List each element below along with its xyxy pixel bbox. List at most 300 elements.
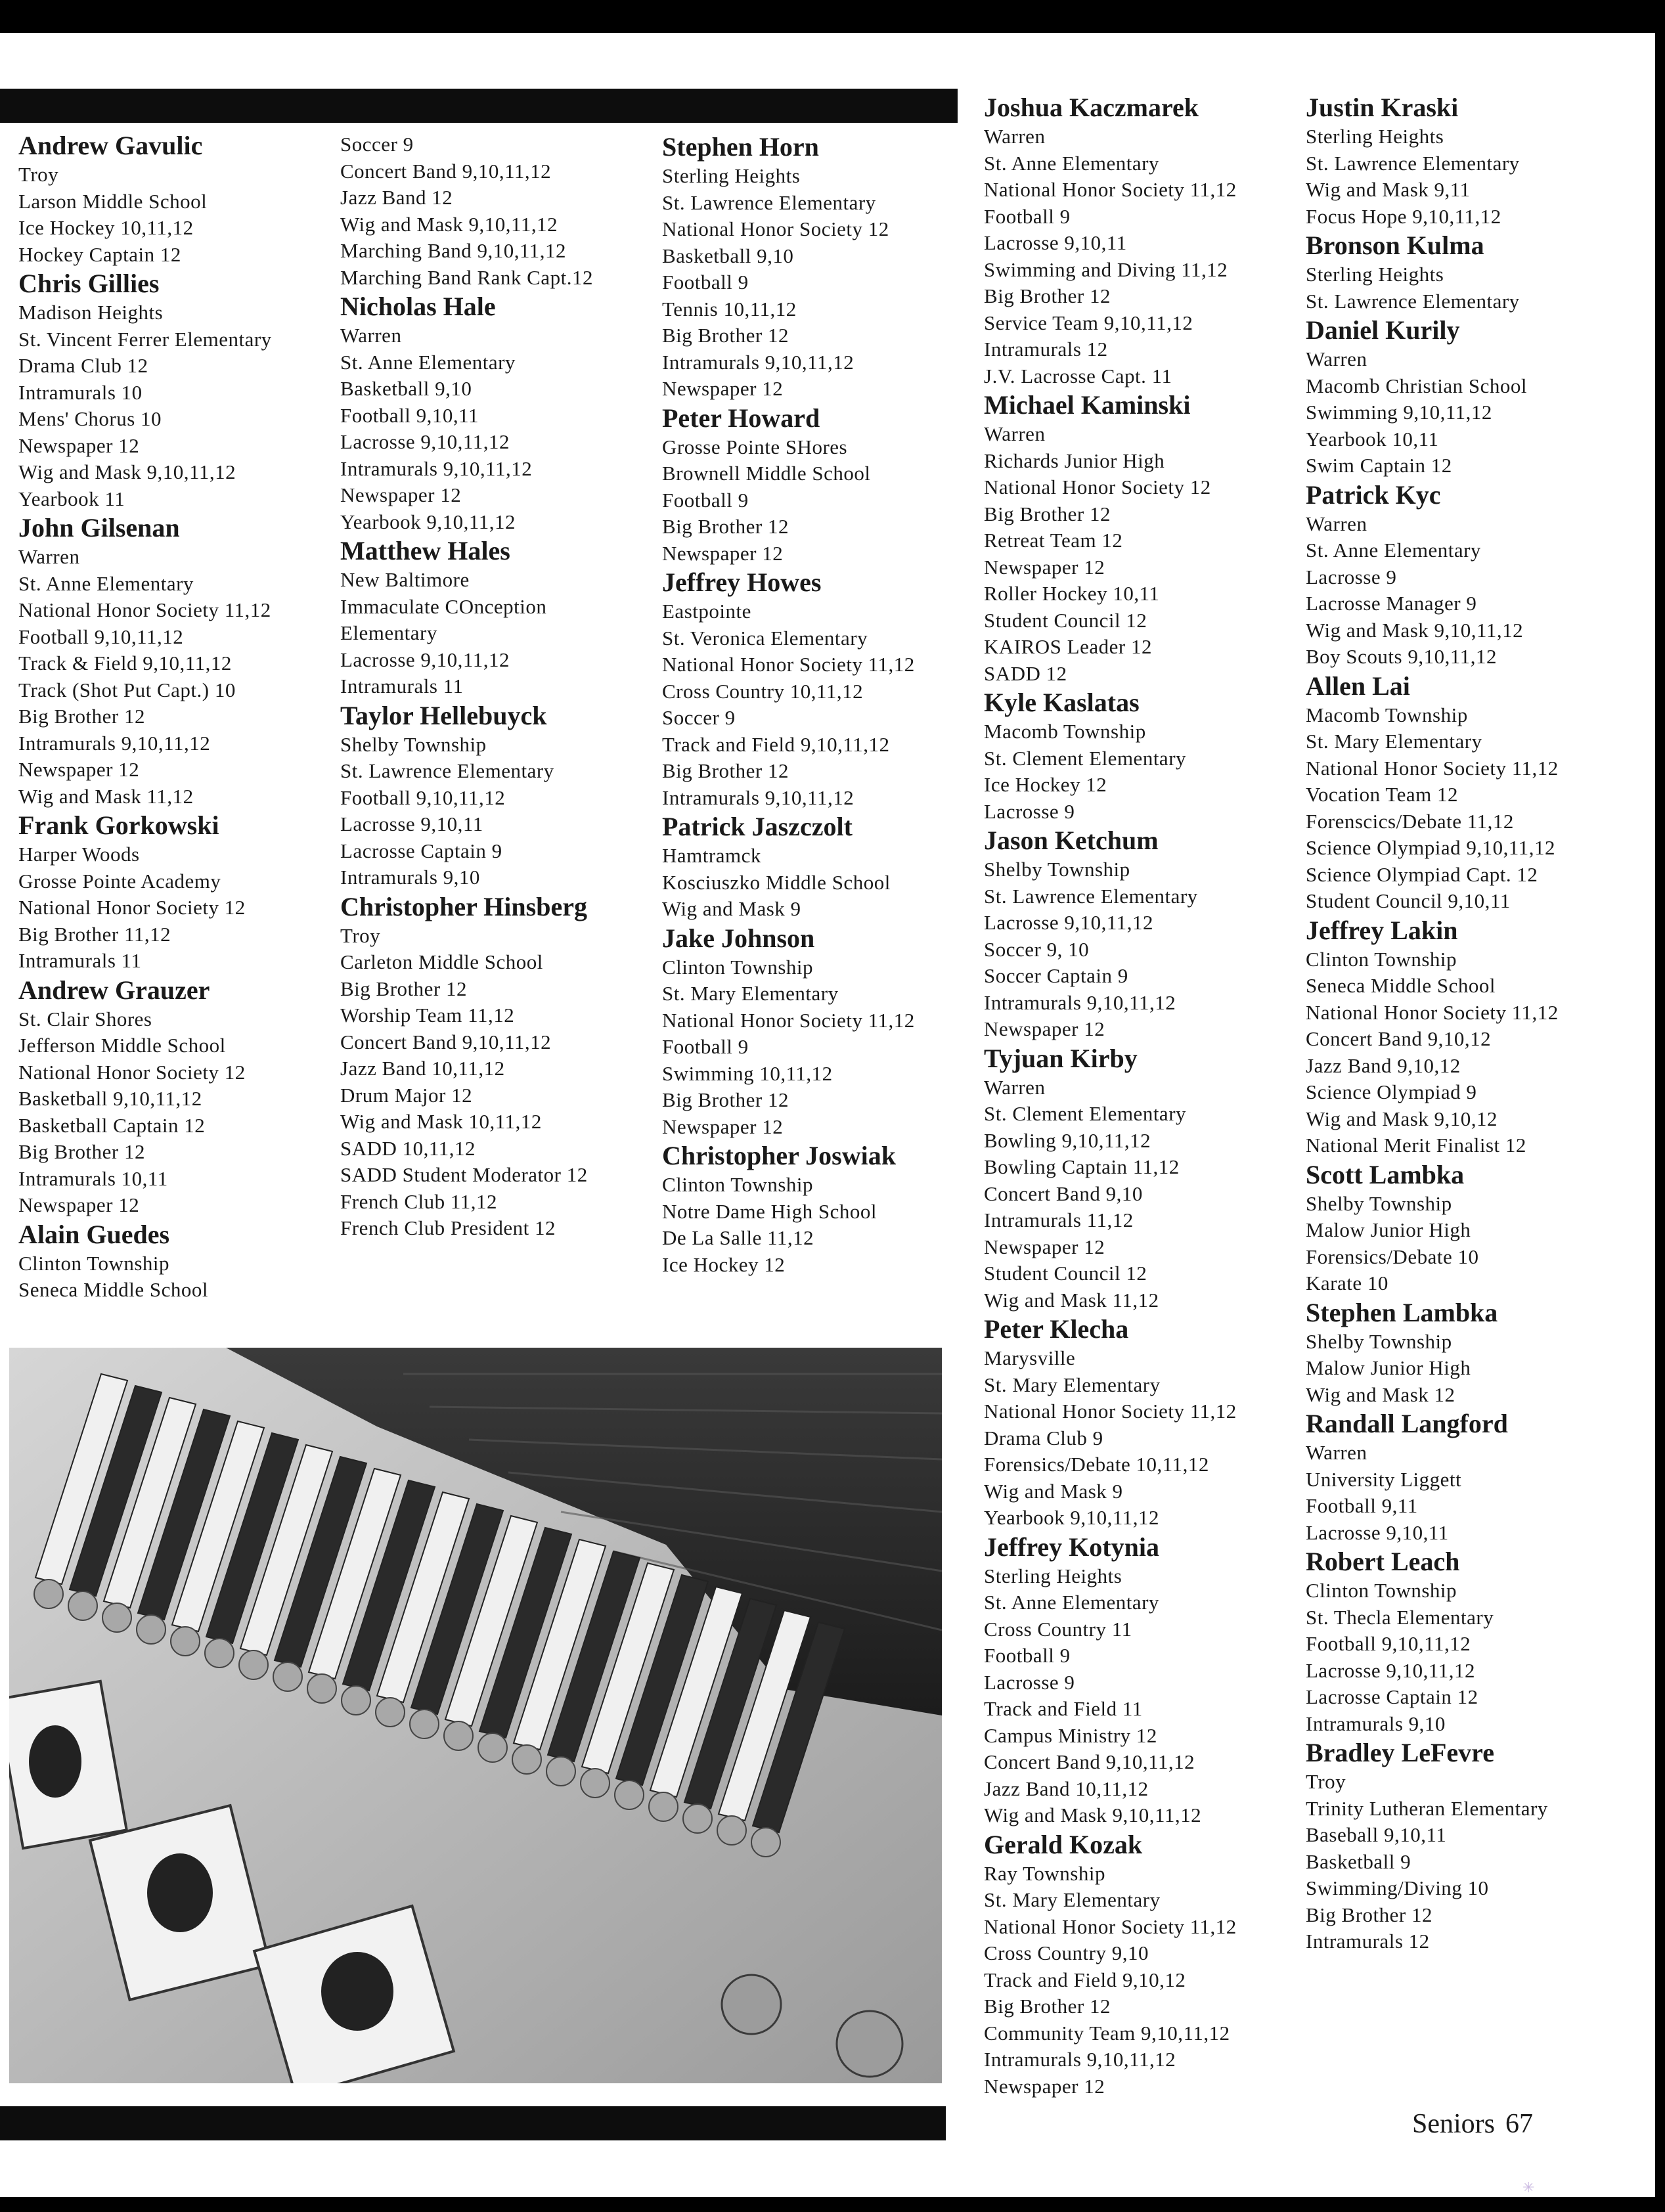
medal (581, 1769, 610, 1798)
senior-detail: Richards Junior High (984, 449, 1165, 472)
senior-detail: Drama Club 9 (984, 1426, 1103, 1449)
senior-hometown: Shelby Township (1306, 1191, 1452, 1215)
senior-hometown: Macomb Township (984, 720, 1146, 743)
senior-detail: Football 9 (984, 204, 1071, 228)
senior-entry (1306, 915, 1628, 1159)
senior-detail: Newspaper 12 (984, 2074, 1105, 2098)
senior-detail: Wig and Mask 9,10,12 (1306, 1107, 1498, 1130)
senior-detail: Elementary (340, 621, 437, 644)
senior-detail: Cross Country 11 (984, 1617, 1132, 1641)
senior-detail: Jazz Band 9,10,12 (1306, 1053, 1461, 1077)
senior-entry (340, 291, 649, 535)
senior-entry (1306, 1408, 1628, 1546)
senior-detail: Retreat Team 12 (984, 529, 1123, 552)
senior-detail: St. Lawrence Elementary (984, 884, 1198, 908)
senior-detail: Newspaper 12 (18, 758, 140, 781)
senior-detail: Forensics/Debate 10 (1306, 1245, 1479, 1268)
senior-detail: Intramurals 9,10,11,12 (18, 731, 211, 755)
senior-hometown: Clinton Township (662, 955, 814, 979)
senior-hometown: Clinton Township (18, 1251, 170, 1275)
senior-hometown: Troy (18, 163, 59, 186)
medal (171, 1627, 200, 1656)
senior-name: Andrew Grauzer (18, 975, 210, 1005)
senior-name: Jeffrey Kotynia (984, 1532, 1159, 1562)
senior-name: Jeffrey Howes (662, 567, 822, 597)
senior-detail: National Honor Society 12 (662, 217, 889, 240)
senior-detail: Newspaper 12 (662, 1115, 784, 1138)
senior-name: Christopher Hinsberg (340, 891, 587, 921)
senior-detail: SADD 10,11,12 (340, 1136, 476, 1160)
senior-entry (984, 92, 1299, 389)
senior-entry (984, 389, 1299, 687)
senior-detail: St. Anne Elementary (1306, 539, 1481, 562)
senior-detail: Newspaper 12 (984, 1235, 1105, 1258)
senior-detail: Student Council 12 (984, 1262, 1147, 1285)
senior-entry (984, 1043, 1299, 1314)
senior-detail: St. Lawrence Elementary (340, 759, 554, 782)
senior-detail: Swimming/Diving 10 (1306, 1876, 1489, 1899)
senior-detail: Campus Ministry 12 (984, 1723, 1157, 1747)
senior-entry (1306, 1159, 1628, 1297)
senior-hometown: Shelby Township (984, 858, 1130, 881)
senior-detail: St. Lawrence Elementary (1306, 151, 1520, 175)
senior-detail: Big Brother 12 (662, 759, 789, 782)
senior-detail: Newspaper 12 (662, 377, 784, 400)
senior-detail: Newspaper 12 (984, 1017, 1105, 1040)
senior-detail: Football 9,10,11,12 (1306, 1632, 1471, 1655)
senior-hometown: Warren (340, 324, 402, 347)
senior-hometown: Warren (1306, 347, 1367, 370)
senior-entry (1306, 479, 1628, 671)
senior-detail: Trinity Lutheran Elementary (1306, 1796, 1548, 1820)
senior-name: Jason Ketchum (984, 826, 1159, 855)
senior-name: Stephen Horn (662, 132, 819, 162)
senior-detail: Student Council 12 (984, 608, 1147, 632)
senior-detail: Basketball Captain 12 (18, 1113, 206, 1137)
senior-detail: Wig and Mask 12 (1306, 1382, 1455, 1406)
senior-detail: Cross Country 9,10 (984, 1941, 1149, 1964)
section-label: Seniors (1412, 2109, 1495, 2139)
senior-detail: St. Lawrence Elementary (662, 190, 876, 214)
senior-entry (18, 512, 327, 810)
medal (717, 1816, 746, 1845)
senior-name: Chris Gillies (18, 269, 160, 298)
senior-detail: National Honor Society 11,12 (984, 1914, 1237, 1938)
senior-detail: Concert Band 9,10,11,12 (340, 1030, 552, 1053)
senior-entry (18, 810, 327, 975)
senior-name: Justin Kraski (1306, 93, 1459, 122)
senior-name: Patrick Kyc (1306, 479, 1441, 510)
senior-detail: St. Lawrence Elementary (1306, 289, 1520, 313)
senior-detail: St. Clement Elementary (984, 1102, 1187, 1125)
senior-hometown: Marysville (984, 1346, 1076, 1369)
senior-detail: Jefferson Middle School (18, 1034, 226, 1057)
senior-detail: Wig and Mask 11,12 (984, 1288, 1159, 1312)
senior-detail: Seneca Middle School (1306, 974, 1496, 997)
senior-detail: Big Brother 12 (340, 977, 467, 1000)
senior-detail: Basketball 9 (1306, 1849, 1411, 1873)
senior-detail: Grosse Pointe Academy (18, 869, 221, 893)
senior-detail: Football 9 (662, 488, 749, 512)
senior-detail: Intramurals 9,10 (1306, 1712, 1446, 1735)
senior-detail: Hockey Captain 12 (18, 242, 181, 266)
senior-detail: St. Mary Elementary (984, 1373, 1161, 1396)
senior-name: Patrick Jaszczolt (662, 812, 853, 841)
senior-detail: Yearbook 9,10,11,12 (984, 1506, 1159, 1529)
senior-detail: Ice Hockey 12 (984, 773, 1107, 796)
medal (205, 1639, 234, 1668)
senior-detail: KAIROS Leader 12 (984, 635, 1152, 658)
senior-detail: Intramurals 9,10,11,12 (984, 2048, 1176, 2071)
senior-detail: National Honor Society 11,12 (984, 1400, 1237, 1423)
senior-detail: Forensics/Debate 10,11,12 (984, 1453, 1209, 1476)
medal (751, 1828, 780, 1857)
senior-detail: Newspaper 12 (662, 541, 784, 565)
senior-hometown: Macomb Township (1306, 703, 1468, 726)
medal (34, 1580, 63, 1608)
senior-detail: Football 9 (662, 271, 749, 294)
senior-detail: Boy Scouts 9,10,11,12 (1306, 645, 1497, 668)
senior-hometown: Sterling Heights (1306, 263, 1444, 286)
senior-detail: Newspaper 12 (340, 483, 462, 506)
senior-entry (662, 567, 971, 811)
senior-detail: St. Anne Elementary (340, 350, 516, 374)
senior-name: Daniel Kurily (1306, 315, 1460, 345)
senior-detail: Intramurals 9,10,11,12 (984, 990, 1176, 1014)
senior-detail: St. Mary Elementary (662, 982, 839, 1005)
senior-name: Peter Klecha (984, 1314, 1129, 1344)
senior-entry (1306, 230, 1628, 315)
senior-detail: Swim Captain 12 (1306, 454, 1452, 477)
senior-detail: University Liggett (1306, 1467, 1462, 1491)
senior-detail: Track (Shot Put Capt.) 10 (18, 678, 236, 701)
senior-detail: Football 9,11 (1306, 1494, 1418, 1517)
senior-entry (984, 825, 1299, 1043)
senior-detail: Soccer Captain 9 (984, 964, 1128, 987)
senior-detail: Intramurals 9,10,11,12 (340, 456, 533, 480)
senior-detail: Intramurals 9,10 (340, 866, 480, 889)
medal (137, 1615, 166, 1644)
senior-detail: Lacrosse 9,10,11 (1306, 1520, 1449, 1544)
senior-detail: Concert Band 9,10,11,12 (340, 159, 552, 183)
senior-detail: Bowling 9,10,11,12 (984, 1128, 1151, 1152)
senior-column-1 (18, 130, 327, 1304)
senior-detail: St. Anne Elementary (984, 151, 1159, 175)
footer-rule (0, 2106, 946, 2140)
senior-detail: Bowling Captain 11,12 (984, 1155, 1180, 1178)
senior-entry (662, 403, 971, 567)
senior-detail: Big Brother 12 (18, 1140, 145, 1163)
medals-and-plaques-photo (9, 1348, 942, 2083)
senior-column-5 (1306, 92, 1628, 1955)
senior-name: Christopher Joswiak (662, 1141, 896, 1170)
senior-entry (1306, 1297, 1628, 1409)
scan-bottom-border (0, 2197, 1665, 2212)
senior-detail: Wig and Mask 9,10,11,12 (984, 1803, 1202, 1826)
senior-name: Jake Johnson (662, 923, 815, 953)
medal (615, 1781, 644, 1809)
senior-hometown: Sterling Heights (984, 1564, 1122, 1587)
senior-detail: Ice Hockey 10,11,12 (18, 216, 194, 239)
senior-entry (984, 1314, 1299, 1532)
senior-name: Michael Kaminski (984, 390, 1191, 420)
medal (239, 1650, 268, 1679)
senior-detail: Notre Dame High School (662, 1199, 877, 1223)
senior-hometown: Warren (1306, 512, 1367, 535)
senior-detail: Football 9,10,11,12 (340, 785, 506, 809)
senior-detail: Big Brother 12 (1306, 1903, 1432, 1926)
senior-detail: National Honor Society 12 (984, 476, 1211, 498)
senior-detail: French Club President 12 (340, 1216, 556, 1239)
senior-detail: Immaculate COnception (340, 594, 547, 618)
senior-hometown: Warren (18, 545, 80, 568)
photo-illustration (9, 1348, 942, 2083)
senior-detail: Concert Band 9,10,12 (1306, 1027, 1492, 1050)
senior-name: Tyjuan Kirby (984, 1043, 1138, 1073)
senior-detail: Jazz Band 10,11,12 (984, 1777, 1149, 1800)
scan-top-border (0, 0, 1665, 33)
senior-detail: Swimming 9,10,11,12 (1306, 401, 1492, 424)
senior-name: Robert Leach (1306, 1547, 1460, 1576)
senior-detail: Lacrosse Manager 9 (1306, 592, 1477, 615)
senior-entry (984, 687, 1299, 825)
senior-entry (1306, 1737, 1628, 1955)
senior-detail: Intramurals 9,10,11,12 (662, 785, 855, 809)
senior-hometown: Hamtramck (662, 844, 761, 867)
senior-detail: SADD 12 (984, 661, 1067, 685)
medal (512, 1745, 541, 1774)
senior-hometown: Troy (1306, 1770, 1346, 1793)
senior-detail: Malow Junior High (1306, 1218, 1471, 1241)
senior-detail: Yearbook 11 (18, 487, 125, 510)
senior-detail: Larson Middle School (18, 189, 208, 213)
senior-detail: Drama Club 12 (18, 354, 148, 377)
senior-detail: Lacrosse 9,10,11,12 (340, 430, 510, 453)
senior-detail: Lacrosse Captain 12 (1306, 1685, 1478, 1708)
senior-detail: National Honor Society 11,12 (662, 653, 915, 676)
senior-detail: St. Anne Elementary (984, 1591, 1159, 1614)
senior-entry (18, 975, 327, 1219)
senior-detail: Ice Hockey 12 (662, 1252, 786, 1276)
medal (273, 1662, 302, 1691)
senior-detail: Wig and Mask 9 (662, 897, 801, 920)
senior-name: Stephen Lambka (1306, 1297, 1498, 1327)
senior-detail: Tennis 10,11,12 (662, 297, 797, 321)
senior-detail: Jazz Band 12 (340, 186, 453, 209)
medal (478, 1733, 507, 1762)
senior-hometown: Ray Township (984, 1861, 1105, 1885)
senior-detail: Service Team 9,10,11,12 (984, 311, 1193, 334)
senior-detail: St. Mary Elementary (1306, 730, 1482, 753)
senior-detail: J.V. Lacrosse Capt. 11 (984, 364, 1172, 387)
senior-name: Frank Gorkowski (18, 810, 219, 840)
senior-detail: Intramurals 11 (18, 949, 142, 972)
senior-detail: Science Olympiad Capt. 12 (1306, 862, 1538, 886)
senior-detail: Intramurals 10,11 (18, 1166, 168, 1190)
senior-detail: Worship Team 11,12 (340, 1004, 515, 1027)
senior-entry (340, 535, 649, 700)
medal (342, 1686, 370, 1715)
senior-detail: Brownell Middle School (662, 462, 871, 485)
senior-hometown: Grosse Pointe SHores (662, 435, 848, 458)
senior-detail: Football 9 (662, 1035, 749, 1058)
senior-entry (340, 700, 649, 891)
senior-detail: Track and Field 11 (984, 1697, 1143, 1720)
senior-name: John Gilsenan (18, 513, 180, 542)
senior-detail: National Merit Finalist 12 (1306, 1134, 1526, 1157)
senior-detail: Wig and Mask 9,10,11,12 (1306, 618, 1524, 642)
senior-detail: Track & Field 9,10,11,12 (18, 652, 232, 675)
senior-name: Gerald Kozak (984, 1829, 1143, 1859)
senior-detail: Lacrosse Captain 9 (340, 839, 502, 862)
senior-detail: St. Anne Elementary (18, 571, 194, 595)
senior-hometown: Sterling Heights (662, 164, 801, 187)
senior-detail: Science Olympiad 9 (1306, 1080, 1477, 1103)
senior-detail: St. Mary Elementary (984, 1888, 1161, 1911)
senior-name: Allen Lai (1306, 671, 1410, 701)
senior-entry (1306, 315, 1628, 479)
senior-detail: National Honor Society 11,12 (1306, 756, 1559, 780)
senior-hometown: New Baltimore (340, 568, 470, 591)
senior-detail: Lacrosse 9,10,11,12 (340, 648, 510, 671)
senior-detail: Jazz Band 10,11,12 (340, 1057, 505, 1080)
medal (649, 1792, 678, 1821)
senior-detail: Big Brother 12 (662, 515, 789, 538)
senior-detail: Marching Band 9,10,11,12 (340, 239, 567, 262)
senior-name: Jeffrey Lakin (1306, 915, 1458, 945)
senior-detail: Science Olympiad 9,10,11,12 (1306, 836, 1555, 859)
senior-name: Bronson Kulma (1306, 231, 1484, 260)
senior-name: Joshua Kaczmarek (984, 93, 1199, 122)
senior-hometown: Warren (984, 1075, 1046, 1099)
senior-detail: Vocation Team 12 (1306, 783, 1458, 806)
senior-detail: Basketball 9,10 (662, 244, 794, 267)
senior-detail: National Honor Society 11,12 (662, 1008, 915, 1032)
senior-name: Bradley LeFevre (1306, 1738, 1494, 1767)
senior-detail: Big Brother 12 (984, 502, 1111, 525)
senior-entry (1306, 1546, 1628, 1737)
senior-name: Scott Lambka (1306, 1159, 1465, 1189)
senior-detail: Lacrosse 9,10,11,12 (1306, 1658, 1476, 1682)
senior-column-3 (662, 131, 971, 1278)
senior-detail: Big Brother 12 (984, 1995, 1111, 2018)
medal (683, 1804, 712, 1833)
senior-detail: Lacrosse 9,10,11 (340, 812, 483, 835)
senior-detail: Big Brother 11,12 (18, 922, 171, 946)
senior-detail: Football 9,10,11 (340, 403, 479, 427)
senior-name: Nicholas Hale (340, 292, 496, 321)
senior-detail: St. Vincent Ferrer Elementary (18, 327, 272, 351)
senior-detail: Lacrosse 9 (984, 1670, 1075, 1694)
senior-detail: Intramurals 12 (984, 338, 1108, 361)
senior-hometown: Warren (984, 125, 1046, 148)
senior-name: Andrew Gavulic (18, 131, 203, 160)
senior-name: Kyle Kaslatas (984, 688, 1140, 717)
senior-hometown: Warren (1306, 1441, 1367, 1464)
senior-entry (984, 1532, 1299, 1829)
senior-detail: Marching Band Rank Capt.12 (340, 265, 593, 289)
senior-detail: St. Thecla Elementary (1306, 1605, 1494, 1629)
senior-hometown: Clinton Township (662, 1173, 814, 1196)
senior-detail: Soccer 9 (340, 133, 414, 156)
senior-hometown: Harper Woods (18, 843, 140, 866)
senior-column-4 (984, 92, 1299, 2100)
senior-detail: Community Team 9,10,11,12 (984, 2021, 1230, 2045)
senior-hometown: Troy (340, 923, 381, 947)
page-footer (1412, 2108, 1543, 2140)
senior-detail: Basketball 9,10 (340, 377, 472, 400)
senior-detail: National Honor Society 12 (18, 1060, 246, 1084)
senior-detail: Concert Band 9,10 (984, 1182, 1143, 1205)
senior-hometown: Clinton Township (1306, 947, 1457, 971)
senior-detail: Track and Field 9,10,11,12 (662, 732, 890, 756)
senior-detail: Seneca Middle School (18, 1278, 208, 1301)
senior-detail: Lacrosse 9 (1306, 565, 1397, 588)
senior-detail: Student Council 9,10,11 (1306, 889, 1511, 912)
scan-right-border (1655, 0, 1665, 2212)
senior-detail: Wig and Mask 10,11,12 (340, 1110, 542, 1133)
medal (376, 1698, 405, 1727)
senior-hometown: Warren (984, 422, 1046, 445)
senior-detail: Big Brother 12 (18, 705, 145, 728)
senior-name: Matthew Hales (340, 536, 510, 565)
senior-entry (1306, 92, 1628, 230)
senior-entry (18, 130, 327, 268)
senior-entry (662, 923, 971, 1141)
page-number: 67 (1505, 2109, 1533, 2139)
senior-detail: Roller Hockey 10,11 (984, 582, 1160, 605)
senior-detail: Swimming and Diving 11,12 (984, 257, 1228, 281)
senior-detail: Newspaper 12 (18, 433, 140, 457)
senior-hometown: Eastpointe (662, 600, 751, 623)
senior-detail: Yearbook 10,11 (1306, 427, 1439, 451)
senior-entry (984, 1829, 1299, 2100)
senior-detail: Malow Junior High (1306, 1356, 1471, 1379)
senior-detail: Big Brother 12 (984, 284, 1111, 307)
senior-detail: Yearbook 9,10,11,12 (340, 510, 516, 533)
senior-detail: National Honor Society 12 (18, 896, 246, 919)
senior-entry (18, 1219, 327, 1304)
senior-hometown: Clinton Township (1306, 1579, 1457, 1602)
senior-detail: Football 9,10,11,12 (18, 625, 184, 648)
senior-detail: Big Brother 12 (662, 1088, 789, 1111)
senior-detail: SADD Student Moderator 12 (340, 1163, 588, 1186)
medal (546, 1757, 575, 1786)
senior-name: Alain Guedes (18, 1219, 170, 1249)
senior-detail: Wig and Mask 9,11 (1306, 178, 1471, 201)
senior-detail: Big Brother 12 (662, 324, 789, 347)
senior-detail: St. Veronica Elementary (662, 626, 868, 650)
senior-detail: Newspaper 12 (984, 555, 1105, 579)
senior-entry (662, 131, 971, 403)
senior-detail: National Honor Society 11,12 (18, 598, 271, 621)
senior-detail: Track and Field 9,10,12 (984, 1968, 1186, 1991)
senior-detail: De La Salle 11,12 (662, 1226, 814, 1249)
senior-detail: Mens' Chorus 10 (18, 407, 162, 430)
senior-detail: Swimming 10,11,12 (662, 1061, 833, 1085)
senior-hometown: Sterling Heights (1306, 125, 1444, 148)
senior-detail: Forenscics/Debate 11,12 (1306, 809, 1514, 833)
medal (410, 1710, 439, 1738)
senior-entry (662, 811, 971, 923)
senior-detail: Kosciuszko Middle School (662, 870, 891, 894)
senior-entry (662, 1140, 971, 1278)
senior-detail: Concert Band 9,10,11,12 (984, 1750, 1195, 1773)
medal (102, 1603, 131, 1632)
senior-entry (18, 268, 327, 512)
senior-detail: Football 9 (984, 1644, 1071, 1667)
senior-name: Randall Langford (1306, 1409, 1508, 1438)
